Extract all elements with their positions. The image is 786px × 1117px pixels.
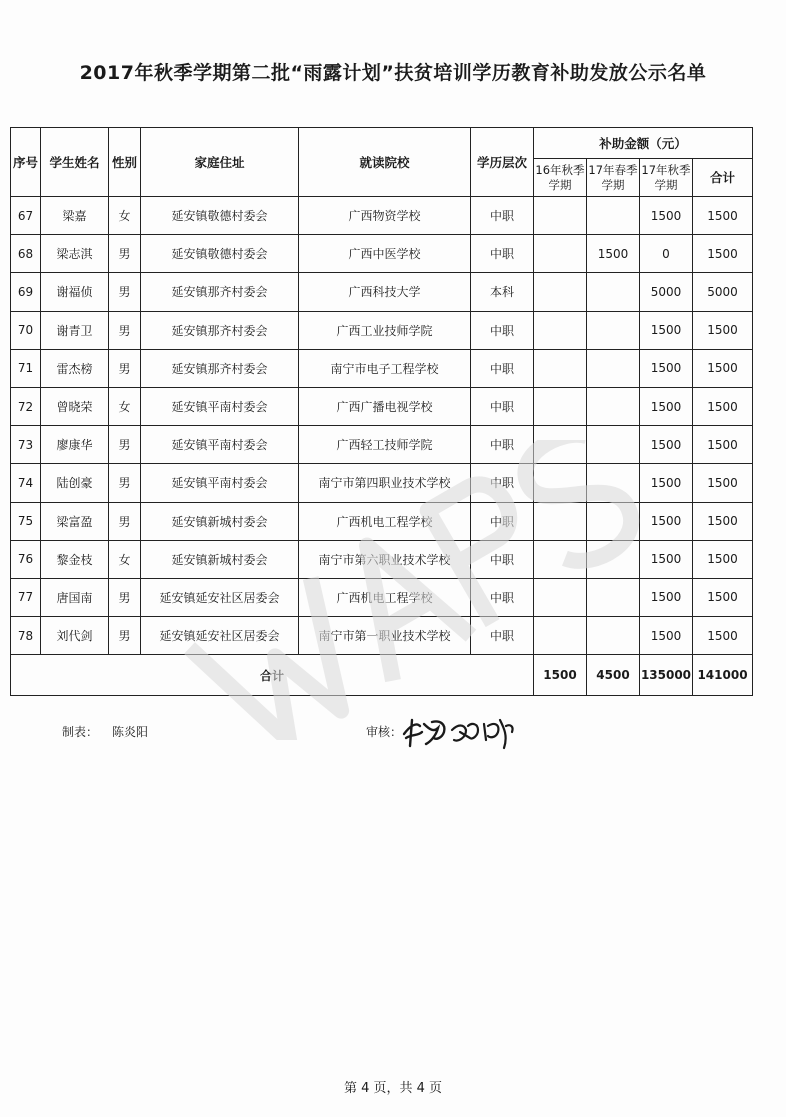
- cell-name: 雷杰榜: [41, 349, 109, 387]
- cell-gender: 男: [109, 464, 141, 502]
- cell-address: 延安镇平南村委会: [141, 426, 299, 464]
- cell-address: 延安镇那齐村委会: [141, 311, 299, 349]
- cell-16-autumn: [534, 617, 587, 655]
- cell-17-autumn: 1500: [640, 311, 693, 349]
- cell-17-spring: [587, 387, 640, 425]
- cell-16-autumn: [534, 311, 587, 349]
- cell-16-autumn: [534, 235, 587, 273]
- header-17-autumn: 17年秋季学期: [640, 159, 693, 197]
- cell-17-spring: [587, 578, 640, 616]
- cell-17-autumn: 0: [640, 235, 693, 273]
- cell-address: 延安镇新城村委会: [141, 540, 299, 578]
- cell-school: 广西机电工程学校: [299, 502, 471, 540]
- cell-gender: 男: [109, 578, 141, 616]
- total-17-autumn: 135000: [640, 655, 693, 696]
- cell-gender: 男: [109, 311, 141, 349]
- header-name: 学生姓名: [41, 128, 109, 197]
- cell-no: 73: [11, 426, 41, 464]
- cell-16-autumn: [534, 387, 587, 425]
- cell-level: 中职: [471, 578, 534, 616]
- cell-no: 67: [11, 197, 41, 235]
- cell-total: 1500: [693, 464, 753, 502]
- cell-17-spring: [587, 426, 640, 464]
- cell-name: 黎金枝: [41, 540, 109, 578]
- table-row: [11, 502, 753, 540]
- cell-17-autumn: 1500: [640, 387, 693, 425]
- total-16-autumn: 1500: [534, 655, 587, 696]
- cell-level: 中职: [471, 235, 534, 273]
- table-row: [11, 273, 753, 311]
- cell-17-autumn: 1500: [640, 617, 693, 655]
- subsidy-table: [10, 127, 753, 696]
- cell-gender: 女: [109, 540, 141, 578]
- cell-gender: 男: [109, 273, 141, 311]
- reviewed-by-label: 审核：: [366, 725, 403, 739]
- cell-level: 中职: [471, 540, 534, 578]
- cell-17-spring: [587, 197, 640, 235]
- cell-17-spring: [587, 464, 640, 502]
- cell-total: 1500: [693, 349, 753, 387]
- cell-school: 南宁市第六职业技术学校: [299, 540, 471, 578]
- table-row: [11, 617, 753, 655]
- cell-level: 中职: [471, 197, 534, 235]
- cell-16-autumn: [534, 426, 587, 464]
- cell-level: 中职: [471, 311, 534, 349]
- cell-school: 广西广播电视学校: [299, 387, 471, 425]
- cell-gender: 男: [109, 349, 141, 387]
- cell-address: 延安镇平南村委会: [141, 387, 299, 425]
- cell-no: 70: [11, 311, 41, 349]
- cell-16-autumn: [534, 197, 587, 235]
- cell-no: 69: [11, 273, 41, 311]
- cell-gender: 男: [109, 235, 141, 273]
- total-17-spring: 4500: [587, 655, 640, 696]
- cell-level: 本科: [471, 273, 534, 311]
- cell-total: 1500: [693, 311, 753, 349]
- cell-name: 谢青卫: [41, 311, 109, 349]
- cell-17-spring: 1500: [587, 235, 640, 273]
- cell-16-autumn: [534, 273, 587, 311]
- cell-17-autumn: 1500: [640, 578, 693, 616]
- cell-gender: 男: [109, 426, 141, 464]
- cell-name: 唐国南: [41, 578, 109, 616]
- cell-address: 延安镇延安社区居委会: [141, 617, 299, 655]
- cell-17-spring: [587, 540, 640, 578]
- header-gender: 性别: [109, 128, 141, 197]
- cell-17-spring: [587, 617, 640, 655]
- cell-17-autumn: 1500: [640, 426, 693, 464]
- cell-total: 1500: [693, 617, 753, 655]
- cell-no: 75: [11, 502, 41, 540]
- cell-level: 中职: [471, 387, 534, 425]
- totals-row: [11, 655, 753, 696]
- cell-school: 广西工业技师学院: [299, 311, 471, 349]
- prepared-by-label: 制表：: [62, 725, 99, 739]
- cell-total: 1500: [693, 235, 753, 273]
- cell-school: 广西机电工程学校: [299, 578, 471, 616]
- cell-school: 广西轻工技师学院: [299, 426, 471, 464]
- cell-school: 南宁市第一职业技术学校: [299, 617, 471, 655]
- table-row: [11, 235, 753, 273]
- cell-no: 76: [11, 540, 41, 578]
- cell-17-autumn: 1500: [640, 349, 693, 387]
- cell-no: 68: [11, 235, 41, 273]
- table-row: [11, 311, 753, 349]
- page-number: 第 4 页，共 4 页: [343, 1081, 443, 1096]
- cell-no: 77: [11, 578, 41, 616]
- cell-name: 刘代剑: [41, 617, 109, 655]
- cell-total: 1500: [693, 540, 753, 578]
- cell-16-autumn: [534, 349, 587, 387]
- cell-school: 广西科技大学: [299, 273, 471, 311]
- header-total: 合计: [693, 159, 753, 197]
- cell-level: 中职: [471, 464, 534, 502]
- cell-address: 延安镇敬德村委会: [141, 235, 299, 273]
- cell-no: 72: [11, 387, 41, 425]
- header-17-spring: 17年春季学期: [587, 159, 640, 197]
- cell-gender: 男: [109, 502, 141, 540]
- cell-17-spring: [587, 311, 640, 349]
- prepared-by: [62, 723, 148, 740]
- cell-level: 中职: [471, 617, 534, 655]
- table-row: [11, 426, 753, 464]
- cell-17-autumn: 1500: [640, 502, 693, 540]
- cell-school: 南宁市第四职业技术学校: [299, 464, 471, 502]
- header-16-autumn: 16年秋季学期: [534, 159, 587, 197]
- cell-17-spring: [587, 273, 640, 311]
- header-subsidy: 补助金额（元）: [534, 128, 753, 159]
- header-address: 家庭住址: [141, 128, 299, 197]
- cell-name: 谢福侦: [41, 273, 109, 311]
- cell-no: 71: [11, 349, 41, 387]
- cell-total: 1500: [693, 578, 753, 616]
- table-row: [11, 464, 753, 502]
- cell-name: 梁富盈: [41, 502, 109, 540]
- cell-total: 5000: [693, 273, 753, 311]
- cell-school: 广西物资学校: [299, 197, 471, 235]
- page-title: 2017年秋季学期第二批“雨露计划”扶贫培训学历教育补助发放公示名单: [79, 62, 707, 84]
- header-level: 学历层次: [471, 128, 534, 197]
- cell-school: 广西中医学校: [299, 235, 471, 273]
- cell-no: 74: [11, 464, 41, 502]
- table-row: [11, 349, 753, 387]
- cell-level: 中职: [471, 502, 534, 540]
- cell-17-autumn: 1500: [640, 464, 693, 502]
- cell-16-autumn: [534, 540, 587, 578]
- cell-total: 1500: [693, 387, 753, 425]
- cell-17-autumn: 1500: [640, 540, 693, 578]
- cell-name: 廖康华: [41, 426, 109, 464]
- cell-school: 南宁市电子工程学校: [299, 349, 471, 387]
- cell-address: 延安镇延安社区居委会: [141, 578, 299, 616]
- cell-16-autumn: [534, 464, 587, 502]
- cell-address: 延安镇新城村委会: [141, 502, 299, 540]
- table-row: [11, 578, 753, 616]
- cell-address: 延安镇那齐村委会: [141, 349, 299, 387]
- table-row: [11, 387, 753, 425]
- cell-gender: 女: [109, 197, 141, 235]
- cell-level: 中职: [471, 349, 534, 387]
- cell-name: 梁嘉: [41, 197, 109, 235]
- cell-address: 延安镇平南村委会: [141, 464, 299, 502]
- prepared-by-name: 陈炎阳: [112, 725, 149, 739]
- cell-no: 78: [11, 617, 41, 655]
- cell-total: 1500: [693, 502, 753, 540]
- cell-name: 梁志淇: [41, 235, 109, 273]
- cell-17-autumn: 5000: [640, 273, 693, 311]
- cell-16-autumn: [534, 578, 587, 616]
- cell-total: 1500: [693, 197, 753, 235]
- cell-gender: 女: [109, 387, 141, 425]
- header-no: 序号: [11, 128, 41, 197]
- table-row: [11, 197, 753, 235]
- cell-name: 曾晓荣: [41, 387, 109, 425]
- cell-name: 陆创豪: [41, 464, 109, 502]
- cell-17-spring: [587, 349, 640, 387]
- cell-16-autumn: [534, 502, 587, 540]
- cell-total: 1500: [693, 426, 753, 464]
- cell-address: 延安镇敬德村委会: [141, 197, 299, 235]
- table-row: [11, 540, 753, 578]
- cell-address: 延安镇那齐村委会: [141, 273, 299, 311]
- cell-17-spring: [587, 502, 640, 540]
- totals-label: 合计: [11, 655, 534, 696]
- cell-gender: 男: [109, 617, 141, 655]
- header-school: 就读院校: [299, 128, 471, 197]
- reviewer-signature: [400, 712, 520, 752]
- grand-total: 141000: [693, 655, 753, 696]
- cell-level: 中职: [471, 426, 534, 464]
- cell-17-autumn: 1500: [640, 197, 693, 235]
